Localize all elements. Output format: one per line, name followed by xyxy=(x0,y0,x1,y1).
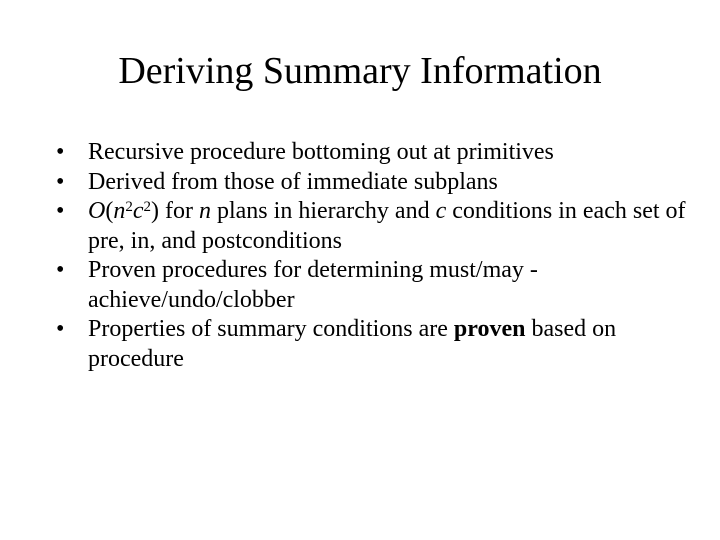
bullet-dot: • xyxy=(56,168,65,195)
bullet-item-5 xyxy=(52,315,692,374)
bullet-item-3 xyxy=(52,197,692,256)
complexity-o: O xyxy=(88,198,106,224)
text-segment: based on procedure xyxy=(88,316,617,372)
text-segment: ) for xyxy=(151,198,199,224)
var-n-plans: n xyxy=(198,198,211,224)
var-c: c xyxy=(132,198,144,224)
bullet-dot: • xyxy=(56,257,65,283)
bullet-text: Recursive procedure bottoming out at primitives xyxy=(88,139,554,165)
var-n: n xyxy=(113,198,126,224)
slide-title: Deriving Summary Information xyxy=(118,50,602,92)
bullet-text xyxy=(88,316,616,372)
exponent-c: 2 xyxy=(143,199,151,215)
bullet-text xyxy=(88,198,686,254)
emphasis-proven: proven xyxy=(453,316,526,342)
paren-open: ( xyxy=(105,198,114,224)
var-c-conditions: c xyxy=(435,198,447,224)
bullet-text: Proven procedures for determining must/may - achieve/undo/clobber xyxy=(88,257,538,313)
bullet-dot: • xyxy=(56,316,65,342)
bullet-item-2 xyxy=(52,168,692,198)
text-segment: Properties of summary conditions are xyxy=(88,316,454,342)
bullet-item-4 xyxy=(52,256,692,315)
bullet-dot: • xyxy=(56,198,65,224)
bullet-text: Derived from those of immediate subplans xyxy=(88,168,498,195)
text-segment: plans in hierarchy and xyxy=(210,198,436,224)
bullet-list xyxy=(52,138,692,374)
bullet-dot: • xyxy=(56,139,65,165)
text-segment: conditions in each set of pre, in, and postconditions xyxy=(88,198,686,254)
bullet-item-1 xyxy=(52,138,692,168)
exponent-n: 2 xyxy=(125,199,133,215)
